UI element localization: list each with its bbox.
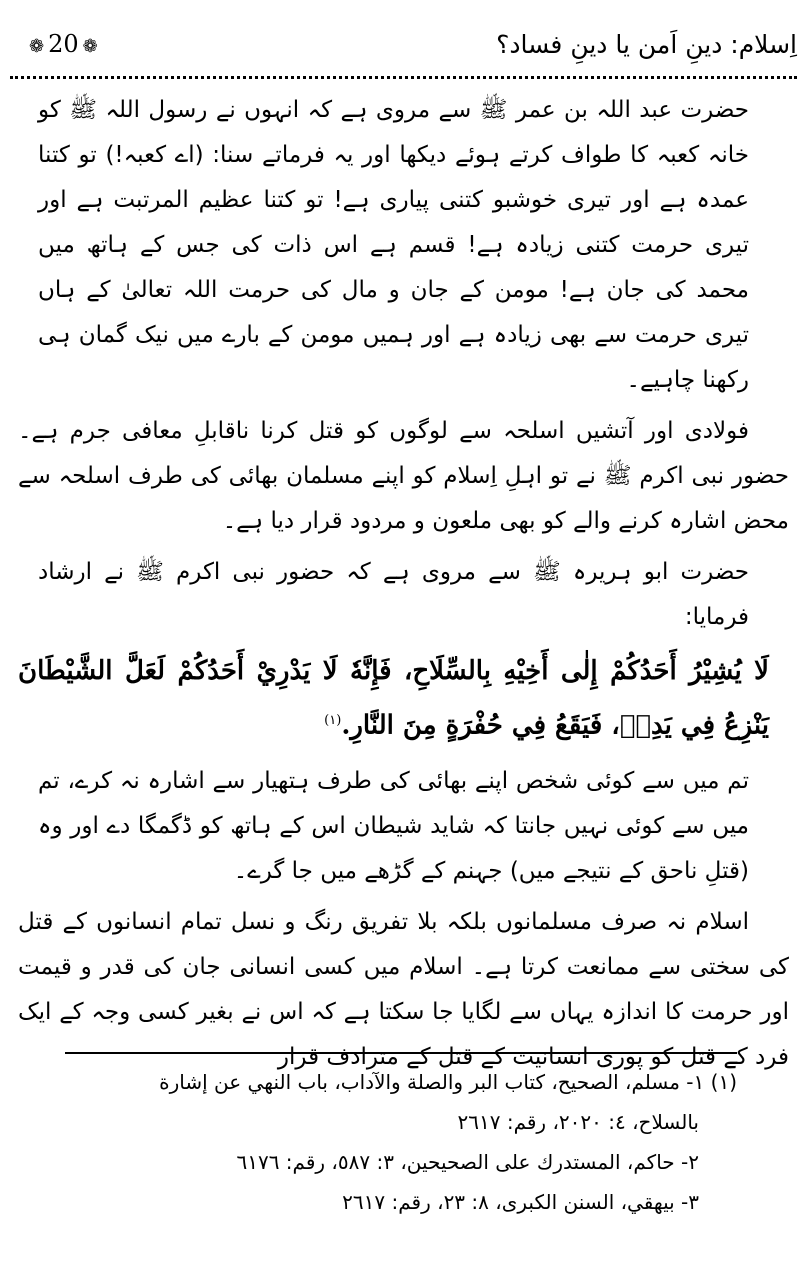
page-number: [25, 30, 102, 58]
paragraph-hadith-ibn-umar: حضرت عبد اللہ بن عمر ﷺ سے مروی ہے کہ انہوں نے رسول اللہ ﷺ کو خانہ کعبہ کا طواف کرتے ہوئے دیکھا اور یہ فرماتے سنا: (اے کعبہ!) تو کتنا عمدہ ہے اور تیری خوشبو کتنی پیاری ہے! تو کتنا عظیم المرتبت ہے اور تیری حرمت کتنی زیادہ ہے! قسم ہے اس ذات کی جس کے ہاتھ میں محمد کی جان ہے! مومن کے جان و مال کی حرمت اللہ تعالیٰ کے ہاں تیری حرمت سے بھی زیادہ ہے اور ہمیں مومن کے بارے میں نیک گمان ہی رکھنا چاہیے۔: [38, 97, 749, 393]
footnote-line: ٢- حاكم، المستدرك على الصحيحين، ٣: ٥٨٧، رقم: ٦١٧٦: [236, 1150, 699, 1174]
paragraph-closing: اسلام نہ صرف مسلمانوں بلکہ بلا تفریق رنگ و نسل تمام انسانوں کے قتل کی سختی سے ممانعت کرتا ہے۔ اسلام میں کسی انسانی جان کی قدر و قیمت اور حرمت کا اندازہ یہاں سے لگایا جا سکتا ہے کہ اس نے بغیر کسی وجہ کے ایک فرد کے قتل کو پوری انسانیت کے قتل کے مترادف قرار: [18, 908, 789, 1070]
footnote-line: ٣- بيهقي، السنن الكبرى، ٨: ٢٣، رقم: ٢٦١٧: [342, 1190, 699, 1214]
arabic-hadith-text: لَا يُشِيْرُ أَحَدُكُمْ إِلٰى أَخِيْهِ بِالسِّلَاحِ، فَإِنَّهٗ لَا يَدْرِيْ أَحَدُكُمْ لَعَلَّ الشَّيْطَانَ يَنْزِعُ فِي يَدِهٖ، فَيَقَعُ فِي حُفْرَةٍ مِنَ النَّارِ.: [18, 656, 769, 741]
footnote-line: بالسلاح، ٤: ٢٠٢٠، رقم: ٢٦١٧: [457, 1110, 699, 1134]
footnote-line: (١) ١- مسلم، الصحيح، كتاب البر والصلة والآداب، باب النهي عن إشارة: [159, 1070, 737, 1094]
paragraph-translation: تم میں سے کوئی شخص اپنے بھائی کی طرف ہتھیار سے اشارہ نہ کرے، تم میں سے کوئی نہیں جانتا کہ شاید شیطان اس کے ہاتھ کو ڈگمگا دے اور وہ (قتلِ ناحق کے نتیجے میں) جہنم کے گڑھے میں جا گرے۔: [38, 767, 749, 884]
main-text: [18, 88, 789, 1086]
arabic-hadith-quote: [18, 646, 789, 751]
footnote-divider: [65, 1052, 737, 1054]
ornament-left-icon: ❁: [29, 36, 45, 57]
page-number-value: 20: [48, 30, 79, 58]
header-divider: [10, 76, 797, 79]
paragraph-abu-hurairah-intro: حضرت ابو ہریرہ ﷺ سے مروی ہے کہ حضور نبی اکرم ﷺ نے ارشاد فرمایا:: [38, 559, 749, 630]
footnotes: [30, 1062, 737, 1222]
running-title: اِسلام: دینِ اَمن یا دینِ فساد؟: [496, 30, 797, 59]
paragraph-weapons: فولادی اور آتشیں اسلحہ سے لوگوں کو قتل کرنا ناقابلِ معافی جرم ہے۔ حضور نبی اکرم ﷺ نے تو اہلِ اِسلام کو اپنے مسلمان بھائی کی طرف اسلحہ سے محض اشارہ کرنے والے کو بھی ملعون و مردود قرار دیا ہے۔: [18, 418, 789, 534]
ornament-right-icon: ❁: [82, 36, 98, 57]
page-header: [10, 28, 797, 68]
footnote-marker: (١): [324, 713, 342, 728]
